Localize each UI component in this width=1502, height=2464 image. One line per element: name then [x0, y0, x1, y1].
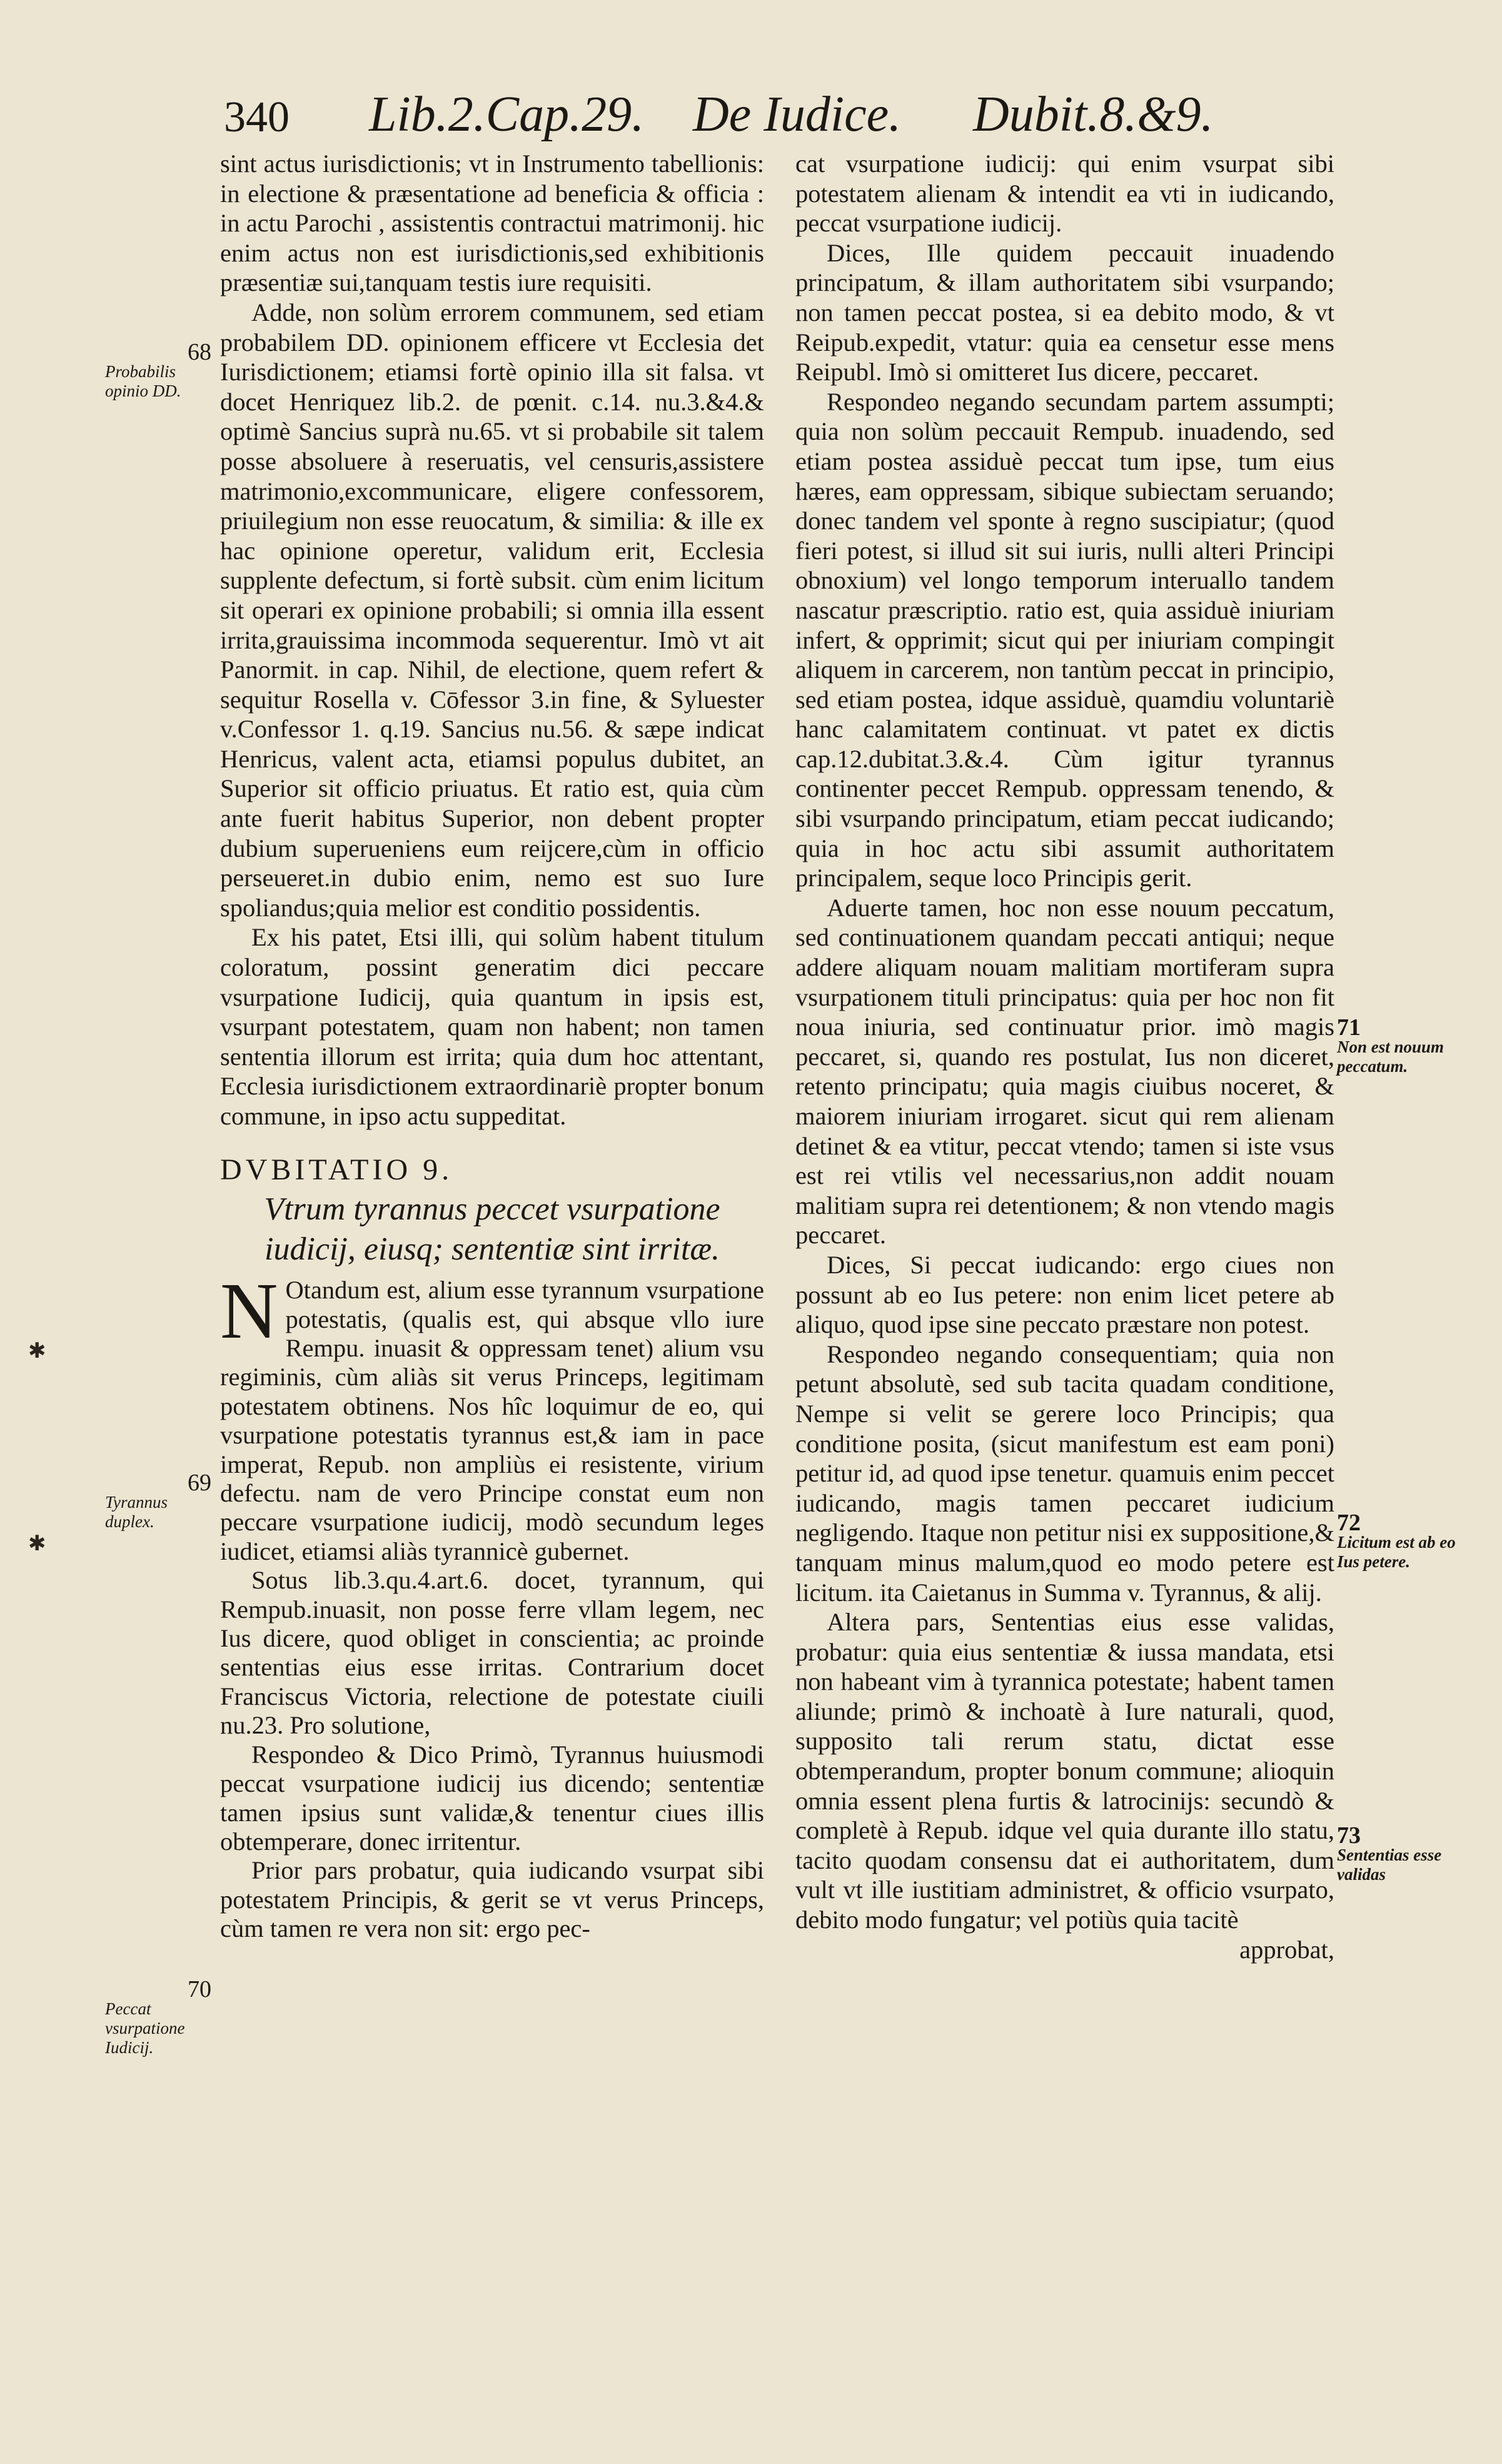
note-number: 73 — [1337, 1822, 1361, 1849]
note-text: Peccat vsurpatione Iudicij. — [105, 1999, 185, 2057]
dubitatio-heading: DVBITATIO 9. — [220, 1153, 453, 1186]
paragraph: Prior pars probatur, quia iudicando vsurpat sibi potestatem Principis, & gerit se vt verus Princeps, cùm tamen re vera non sit: ergo pec- — [220, 1856, 764, 1943]
drop-capital: N — [220, 1266, 278, 1356]
paragraph: sint actus iurisdictionis; vt in Instrumento tabellionis: in electione & præsentatione ad beneficia & officia : in actu Parochi , assistentis contractui matrimonij. hic enim actus non est iurisdictionis,sed exhibitionis præsentiæ sui,tanquam testis iure requisiti. — [220, 149, 764, 297]
margin-note-73 — [1337, 1822, 1474, 1884]
note-number: 71 — [1337, 1014, 1361, 1041]
paragraph: Respondeo negando consequentiam; quia non petunt absolutè, sed sub tacita quadam conditione, Nempe si velit se gerere loco Principis; qua conditione posita, (sicut manifestum est eam poni) petitur id, ad quod ipse tenetur. quamuis enim peccet iudicando, magis tamen peccaret iudicium negligendo. Itaque non petitur nisi ex suppositione,& tanquam minus malum,quod eo modo petere est licitum. ita Caietanus in Summa v. Tyrannus, & alij. — [795, 1340, 1334, 1607]
running-header — [224, 86, 1262, 149]
margin-note-71 — [1337, 1014, 1474, 1076]
note-text: Probabilis opinio DD. — [105, 362, 181, 400]
header-title: De Iudice. — [693, 87, 902, 142]
note-text: Tyrannus duplex. — [105, 1493, 168, 1531]
paragraph: Ex his patet, Etsi illi, qui solùm habent titulum coloratum, possint generatim dici peccare vsurpatione Iudicij, quia quantum in ipsis est, vsurpant potestatem, quam non habent; non tamen sententia illorum est irrita; quia dum hoc attentant, Ecclesia iurisdictionem extraordinariè propter bonum commune, in ipso actu suppeditat. — [220, 923, 764, 1130]
paragraph: Altera pars, Sententias eius esse validas, probatur: quia eius sententiæ & iussa mandata, etsi non habeant vim à tyrannica potestate; habent tamen aliunde; primò & inchoatè à Iure naturali, quod, supposito tali rerum statu, dictat esse obtemperandum, propter bonum commune; alioquin omnia essent plena furtis & latrocinijs: secundò & completè à Repub. idque vel quia durante illo statu, tacito quodam consensu dat ei authoritatem, dum vult vt ille iustitiam administret, & officio vsurpato, debito modo fungatur; vel potiùs quia tacitè — [795, 1608, 1334, 1934]
liber-caput: Lib.2.Cap.29. — [369, 87, 645, 142]
margin-note-68 — [105, 339, 211, 401]
dubitatio-title: Vtrum tyrannus peccet vsurpatione iudicij, eiusq; sententiæ sint irritæ. — [264, 1191, 720, 1268]
note-number: 68 — [188, 339, 211, 365]
note-text: Non est nouum peccatum. — [1337, 1038, 1444, 1076]
paragraph — [220, 1266, 764, 1566]
page-number: 340 — [224, 93, 290, 141]
marginal-mark-icon: ✱ — [28, 1531, 46, 1556]
paragraph: Adde, non solùm errorem communem, sed etiam probabilem DD. opinionem efficere vt Ecclesia det Iurisdictionem; etiamsi fortè opinio illa sit falsa. vt docet Henriquez lib.2. de pœnit. c.14. nu.3.&4.& optimè Sancius suprà nu.65. vt si probabile sit talem posse absoluere à reseruatis, vel censuris,assistere matrimonio,excommunicare, eligere confessorem, priuilegium non esse reuocatum, & similia: & ille ex hac opinione operetur, validum erit, Ecclesia supplente defectum, si fortè subsit. cùm enim licitum sit operari ex opinione probabili; si omnia illa essent irrita,grauissima incommoda sequerentur. Imò vt ait Panormit. in cap. Nihil, de electione, quem refert & sequitur Rosella v. Cōfessor 3.in fine, & Syluester v.Confessor 1. q.19. Sancius nu.56. & sæpe indicat Henricus, valent acta, etiamsi populus dubitet, an Superior sit officio priuatus. Et ratio est, quia cùm ante fuerit habitus Superior, non debent propter dubium superueniens eum reijcere,cùm in officio perseueret.in dubio enim, nemo est suo Iure spoliandus;quia melior est conditio possidentis. — [220, 298, 764, 922]
paragraph: Dices, Ille quidem peccauit inuadendo principatum, & illam authoritatem sibi vsurpando; non tamen peccat postea, si ea debito modo, & vt Reipub.expedit, vtatur: quia ea censetur esse mens Reipubl. Imò si omitteret Ius dicere, peccaret. — [795, 238, 1334, 386]
header-dubitatio: Dubit.8.&9. — [973, 87, 1214, 142]
note-number: 69 — [188, 1470, 211, 1496]
right-column — [795, 149, 1334, 1964]
catchword: approbat, — [1239, 1935, 1334, 1964]
note-text: Licitum est ab eo Ius petere. — [1337, 1533, 1456, 1571]
paragraph: Dices, Si peccat iudicando: ergo ciues non possunt ab eo Ius petere: non enim licet petere ab aliquo, quod ipse sine peccato præstare non potest. — [795, 1250, 1334, 1339]
paragraph: Sotus lib.3.qu.4.art.6. docet, tyrannum, qui Rempub.inuasit, non posse ferre vllam legem, nec Ius dicere, quod obliget in conscientia; ac proinde sententias eius esse irritas. Contrarium docet Franciscus Victoria, relectione de potestate ciuili nu.23. Pro solutione, — [220, 1566, 764, 1740]
paragraph: cat vsurpatione iudicij: qui enim vsurpat sibi potestatem alienam & intendit ea vti in iudicando, peccat vsurpatione iudicij. — [795, 149, 1334, 238]
margin-note-70 — [105, 1976, 211, 2058]
note-number: 72 — [1337, 1510, 1361, 1536]
paragraph: Respondeo & Dico Primò, Tyrannus huiusmodi peccat vsurpatione iudicij ius dicendo; sententiæ tamen ipsius sunt validæ,& tenentur ciues illis obtemperare, donec irritentur. — [220, 1740, 764, 1856]
margin-note-69 — [105, 1470, 211, 1532]
margin-note-72 — [1337, 1510, 1474, 1572]
note-number: 70 — [188, 1976, 211, 2002]
note-text: Sententias esse validas — [1337, 1845, 1442, 1884]
paragraph-text: Otandum est, alium esse tyrannum vsurpatione potestatis, (qualis est, qui absque vllo iure Rempu. inuasit & oppressam tenet) alium vsu regiminis, cùm aliàs sit verus Princeps, legitimam potestatem obtinens. Nos hîc loquimur de eo, qui vsurpatione potestatis tyrannus est,& iam in pace imperat, Repub. non ampliùs ei resistente, virium defectu. nam de vero Principe constat eum non peccare vsurpatione iudicij, modò secundum leges iudicet, etiamsi aliàs tyrannicè gubernet. — [220, 1276, 764, 1565]
paragraph: Aduerte tamen, hoc non esse nouum peccatum, sed continuationem quandam peccati antiqui; neque addere aliquam nouam malitiam mortiferam supra vsurpationem tituli principatus: quia per hoc non fit noua iniuria, sed continuatur prior. imò magis peccaret, si, quando res postulat, Ius non diceret, retento principatu; quia magis ciuibus noceret, & maiorem iniuriam irrogaret. sicut qui rem alienam detinet & ea vtitur, peccat vtendo; tamen si iste vsus est rei vtilis vel necessarius,non addit nouam malitiam supra rei detentionem; & non vtendo magis peccaret. — [795, 893, 1334, 1250]
left-column — [220, 149, 764, 1944]
marginal-mark-icon: ✱ — [28, 1338, 46, 1363]
paragraph: Respondeo negando secundam partem assumpti; quia non solùm peccauit Rempub. inuadendo, sed etiam postea assiduè peccat tum ipse, tum eius hæres, eam oppressam, sibique subiectam seruando; donec tandem vel sponte à regno suscipiatur; (quod fieri potest, si illud sit sui iuris, nulli alteri Principi obnoxium) vel longo temporum interuallo tandem nascatur præscriptio. ratio est, quia assiduè iniuriam infert, & opprimit; sicut qui per iniuriam compingit aliquem in carcerem, non tantùm peccat in principio, sed etiam postea, idque assiduè, quamdiu voluntariè hanc calamitatem continuat. vt patet ex dictis cap.12.dubitat.3.&.4. Cùm igitur tyrannus continenter peccet Rempub. oppressam tenendo, & sibi vsurpando principatum, etiam peccat iudicando; quia in hoc actu sibi assumit authoritatem principalem, seque loco Principis gerit. — [795, 387, 1334, 892]
